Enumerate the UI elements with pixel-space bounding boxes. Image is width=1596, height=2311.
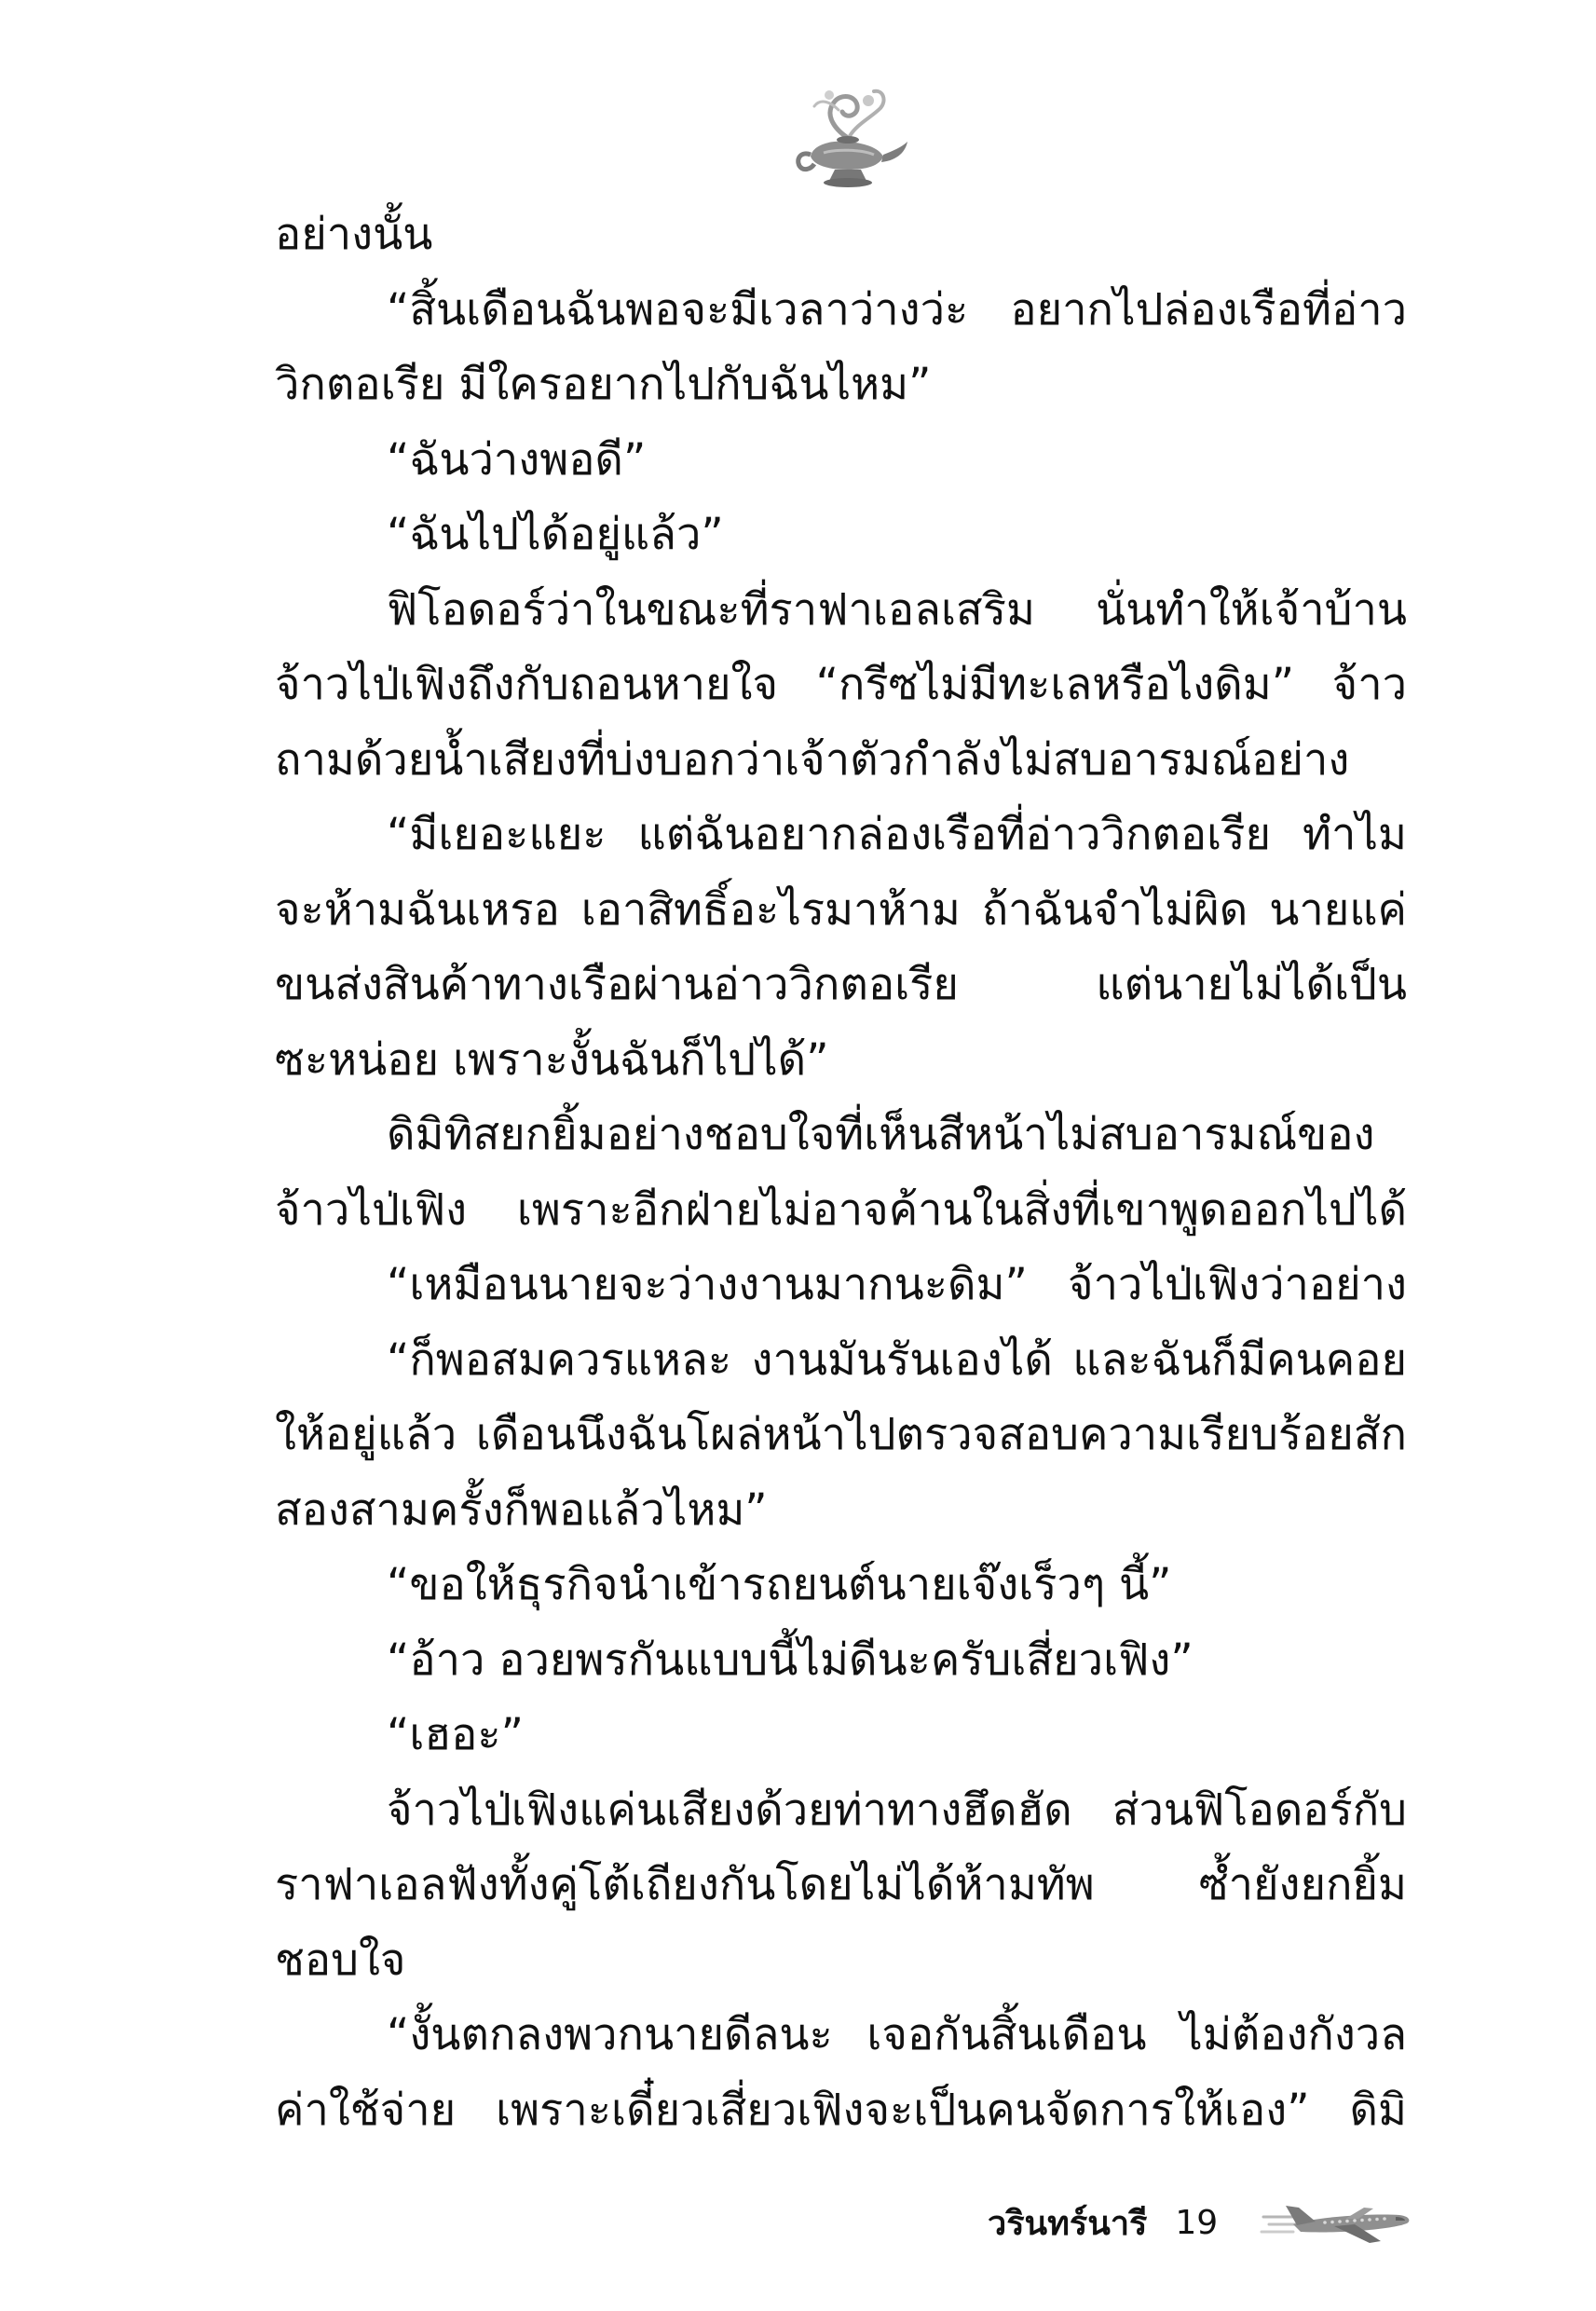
page-number: 19	[1175, 2203, 1219, 2242]
text-line: “งั้นตกลงพวกนายดีลนะ เจอกันสิ้นเดือน ไม่ต้องกังวล	[387, 2009, 1407, 2060]
text-line: จ้าวไป่เฟิงถึงกับถอนหายใจ “กรีซไม่มีทะเลหรือไงดิม” จ้าว	[275, 659, 1407, 710]
text-line: ขนส่งสินค้าทางเรือผ่านอ่าววิกตอเรีย แต่นายไม่ได้เป็น	[275, 959, 1407, 1010]
text-line: ฟิโอดอร์ว่าในขณะที่ราฟาเอลเสริม นั่นทำให้เจ้าบ้าน	[387, 583, 1407, 636]
text-line: วิกตอเรีย มีใครอยากไปกับฉันไหม”	[275, 359, 932, 410]
text-line: ราฟาเอลฟังทั้งคู่โต้เถียงกันโดยไม่ได้ห้ามทัพ ซ้ำยังยกยิ้ม	[275, 1859, 1407, 1910]
page-footer	[988, 2195, 1413, 2250]
text-line: “อ้าว อวยพรกันแบบนี้ไม่ดีนะครับเสี่ยวเฟิง”	[387, 1634, 1194, 1686]
text-line: ให้อยู่แล้ว เดือนนึงฉันโผล่หน้าไปตรวจสอบความเรียบร้อยสัก	[275, 1409, 1407, 1460]
text-line: ค่าใช้จ่าย เพราะเดี๋ยวเสี่ยวเฟิงจะเป็นคนจัดการให้เอง” ดิมิ	[275, 2084, 1407, 2136]
text-line: “สิ้นเดือนฉันพอจะมีเวลาว่างว่ะ อยากไปล่องเรือที่อ่าว	[387, 283, 1407, 335]
text-line: ดิมิทิสยกยิ้มอย่างชอบใจที่เห็นสีหน้าไม่สบอารมณ์ของ	[387, 1109, 1375, 1160]
genie-lamp-icon	[783, 73, 913, 194]
text-line: ซะหน่อย เพราะงั้นฉันก็ไปได้”	[275, 1033, 829, 1086]
text-line: “ก็พอสมควรแหละ งานมันรันเองได้ และฉันก็มีคนคอย	[387, 1333, 1407, 1386]
text-line: สองสามครั้งก็พอแล้วไหม”	[275, 1484, 768, 1536]
airplane-icon	[1260, 2196, 1413, 2249]
text-line: “ฉันว่างพอดี”	[387, 433, 647, 485]
text-line: ชอบใจ	[275, 1934, 406, 1986]
text-line: จ้าวไป่เฟิงแค่นเสียงด้วยท่าทางฮึดฮัด ส่วนฟิโอดอร์กับ	[387, 1784, 1407, 1836]
text-line: ถามด้วยน้ำเสียงที่บ่งบอกว่าเจ้าตัวกำลังไม่สบอารมณ์อย่าง	[275, 733, 1350, 786]
text-line: “เฮอะ”	[387, 1709, 524, 1760]
book-title: วรินทร์นารี	[988, 2204, 1148, 2243]
text-line: จะห้ามฉันเหรอ เอาสิทธิ์อะไรมาห้าม ถ้าฉันจำไม่ผิด นายแค่	[275, 883, 1407, 936]
body-text	[275, 198, 1407, 2148]
text-line: “ฉันไปได้อยู่แล้ว”	[387, 509, 724, 560]
text-line: อย่างนั้น	[275, 209, 433, 260]
text-line: “เหมือนนายจะว่างงานมากนะดิม” จ้าวไป่เฟิงว่าอย่าง	[387, 1259, 1407, 1310]
text-line: “มีเยอะแยะ แต่ฉันอยากล่องเรือที่อ่าววิกตอเรีย ทำไม	[387, 809, 1407, 860]
text-line: จ้าวไป่เฟิง เพราะอีกฝ่ายไม่อาจค้านในสิ่งที่เขาพูดออกไปได้	[275, 1183, 1407, 1236]
text-line: “ขอให้ธุรกิจนำเข้ารถยนต์นายเจ๊งเร็วๆ นี้”	[387, 1559, 1172, 1610]
